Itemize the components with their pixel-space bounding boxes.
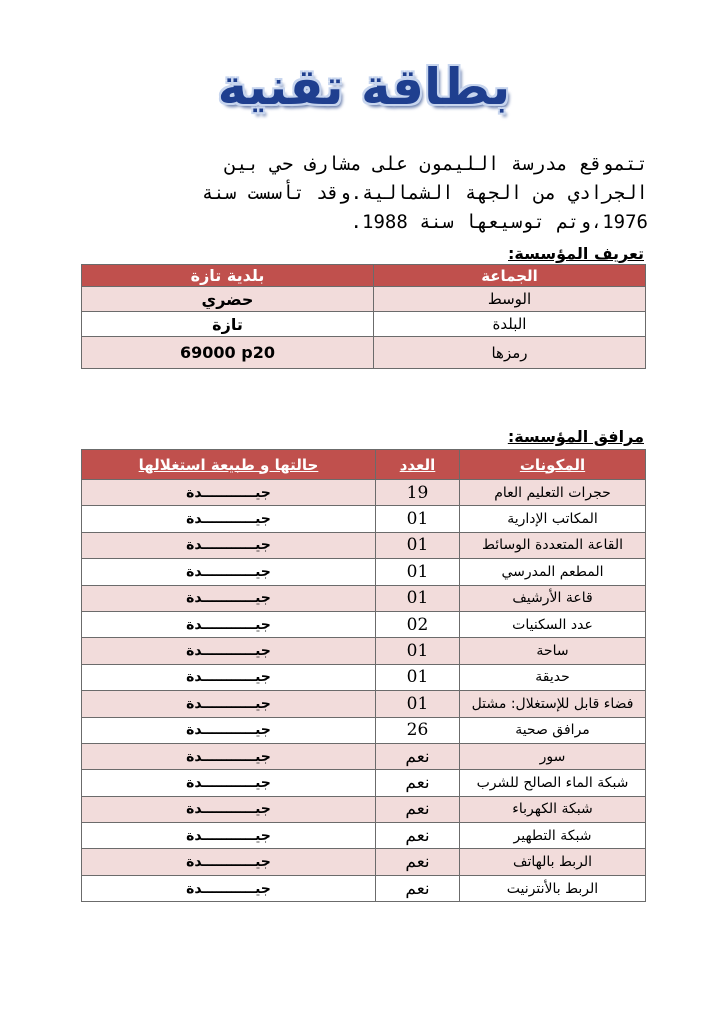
table-row	[82, 638, 646, 664]
header-status: حالتها و طبيعة استغلالها	[82, 450, 376, 480]
info-header-row	[82, 265, 646, 287]
table-row	[82, 532, 646, 558]
table-row	[82, 717, 646, 743]
facility-count: نعم	[376, 849, 460, 875]
info-value: حضري	[82, 287, 374, 312]
info-row	[82, 337, 646, 369]
facility-status: جيـــــــــــدة	[82, 638, 376, 664]
info-table	[81, 264, 646, 369]
facilities-header-row	[82, 450, 646, 480]
facility-name: شبكة التطهير	[460, 823, 646, 849]
table-row	[82, 559, 646, 585]
info-header-value: بلدية تازة	[82, 265, 374, 287]
table-row	[82, 743, 646, 769]
intro-line-1: تتموقع مدرسة الليمون على مشارف حي بين	[224, 153, 648, 175]
facilities-body	[82, 480, 646, 902]
facility-name: فضاء قابل للإستغلال: مشتل	[460, 691, 646, 717]
facility-name: حجرات التعليم العام	[460, 480, 646, 506]
facility-status: جيـــــــــــدة	[82, 611, 376, 637]
facility-count: نعم	[376, 875, 460, 901]
intro-line-2: الجرادي من الجهة الشمالية.وقد تأسست سنة	[201, 182, 648, 204]
info-value: تازة	[82, 312, 374, 337]
table-row	[82, 770, 646, 796]
info-section-title: تعريف المؤسسة:	[508, 244, 644, 263]
facility-count: نعم	[376, 770, 460, 796]
facility-status: جيـــــــــــدة	[82, 849, 376, 875]
facility-count: 01	[376, 638, 460, 664]
intro-paragraph	[78, 150, 648, 237]
facility-name: مرافق صحية	[460, 717, 646, 743]
facility-count: 01	[376, 585, 460, 611]
facility-count: 01	[376, 532, 460, 558]
facilities-table	[81, 449, 646, 902]
info-label: رمزها	[374, 337, 646, 369]
facility-name: شبكة الماء الصالح للشرب	[460, 770, 646, 796]
page-title: بطاقة تقنية	[217, 58, 511, 116]
facility-status: جيـــــــــــدة	[82, 875, 376, 901]
facility-count: 01	[376, 506, 460, 532]
table-row	[82, 849, 646, 875]
facility-count: 19	[376, 480, 460, 506]
info-row	[82, 287, 646, 312]
table-row	[82, 796, 646, 822]
table-row	[82, 875, 646, 901]
facility-name: القاعة المتعددة الوسائط	[460, 532, 646, 558]
facility-count: 01	[376, 559, 460, 585]
facility-count: 02	[376, 611, 460, 637]
facility-name: المكاتب الإدارية	[460, 506, 646, 532]
facility-count: 01	[376, 691, 460, 717]
facility-name: حديقة	[460, 664, 646, 690]
info-row	[82, 312, 646, 337]
facility-count: 01	[376, 664, 460, 690]
facility-status: جيـــــــــــدة	[82, 506, 376, 532]
facility-name: الربط بالهاتف	[460, 849, 646, 875]
info-header-label: الجماعة	[374, 265, 646, 287]
table-row	[82, 664, 646, 690]
facility-status: جيـــــــــــدة	[82, 532, 376, 558]
intro-line-3: 1976،وتم توسيعها سنة 1988.	[350, 211, 648, 233]
facilities-section-title: مرافق المؤسسة:	[507, 427, 644, 446]
facility-name: سور	[460, 743, 646, 769]
table-row	[82, 585, 646, 611]
info-value: 69000 p20	[82, 337, 374, 369]
header-count: العدد	[376, 450, 460, 480]
facility-count: 26	[376, 717, 460, 743]
facility-status: جيـــــــــــدة	[82, 823, 376, 849]
facility-status: جيـــــــــــدة	[82, 559, 376, 585]
facility-status: جيـــــــــــدة	[82, 691, 376, 717]
facility-status: جيـــــــــــدة	[82, 796, 376, 822]
facility-count: نعم	[376, 796, 460, 822]
table-row	[82, 823, 646, 849]
facility-count: نعم	[376, 823, 460, 849]
facility-status: جيـــــــــــدة	[82, 770, 376, 796]
info-label: الوسط	[374, 287, 646, 312]
facility-status: جيـــــــــــدة	[82, 717, 376, 743]
facility-name: قاعة الأرشيف	[460, 585, 646, 611]
info-label: البلدة	[374, 312, 646, 337]
facility-name: عدد السكنيات	[460, 611, 646, 637]
facility-name: شبكة الكهرباء	[460, 796, 646, 822]
table-row	[82, 611, 646, 637]
facility-count: نعم	[376, 743, 460, 769]
header-components: المكونات	[460, 450, 646, 480]
facility-status: جيـــــــــــدة	[82, 743, 376, 769]
facility-status: جيـــــــــــدة	[82, 664, 376, 690]
facility-name: الربط بالأنترنيت	[460, 875, 646, 901]
facility-name: المطعم المدرسي	[460, 559, 646, 585]
table-row	[82, 480, 646, 506]
facility-status: جيـــــــــــدة	[82, 480, 376, 506]
table-row	[82, 506, 646, 532]
table-row	[82, 691, 646, 717]
facility-name: ساحة	[460, 638, 646, 664]
facility-status: جيـــــــــــدة	[82, 585, 376, 611]
